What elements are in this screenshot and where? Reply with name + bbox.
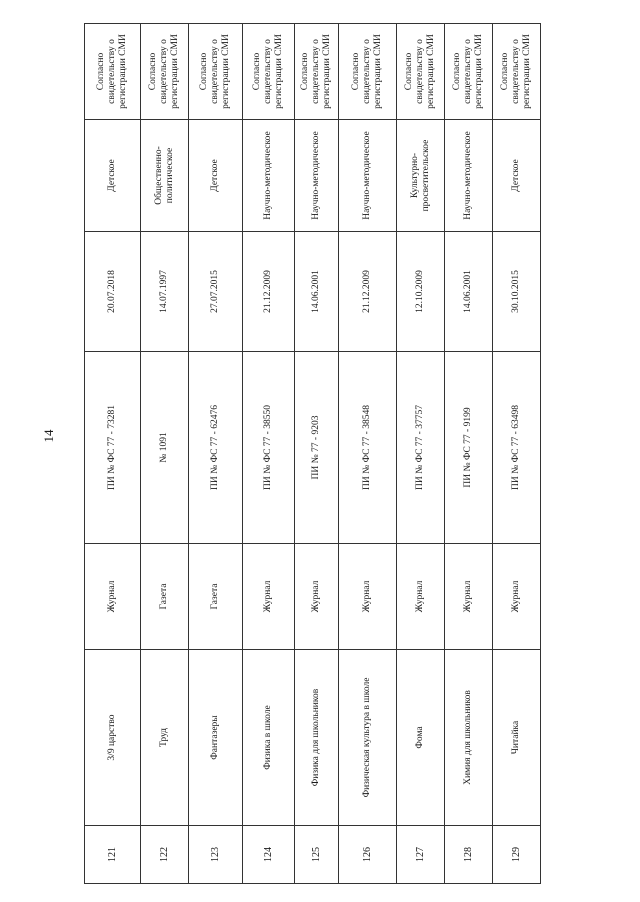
publication-title: Химия для школьников [445, 650, 493, 826]
publication-title: Физика для школьников [295, 650, 339, 826]
publication-title: Читайка [493, 650, 541, 826]
publication-type: Журнал [493, 544, 541, 650]
media-registry-table [84, 23, 541, 884]
row-number: 127 [397, 826, 445, 884]
registration-date: 27.07.2015 [189, 232, 243, 352]
row-number: 122 [141, 826, 189, 884]
publication-category: Детское [189, 120, 243, 232]
publication-type: Газета [189, 544, 243, 650]
publication-type: Журнал [295, 544, 339, 650]
registration-number: ПИ № ФС 77 - 62476 [189, 352, 243, 544]
row-number: 121 [85, 826, 141, 884]
registration-note: Согласно свидетельству о регистрации СМИ [141, 24, 189, 120]
publication-type: Журнал [243, 544, 295, 650]
row-number: 124 [243, 826, 295, 884]
registration-date: 14.06.2001 [295, 232, 339, 352]
registration-date: 21.12.2009 [339, 232, 397, 352]
page-number: 14 [41, 429, 56, 443]
publication-type: Журнал [445, 544, 493, 650]
table-row [493, 24, 541, 884]
registry-table-container [84, 24, 540, 884]
publication-title: Физика в школе [243, 650, 295, 826]
row-number: 123 [189, 826, 243, 884]
registration-note: Согласно свидетельству о регистрации СМИ [445, 24, 493, 120]
publication-category: Научно-методическое [445, 120, 493, 232]
publication-type: Журнал [397, 544, 445, 650]
publication-title: Фантазеры [189, 650, 243, 826]
registration-number: ПИ № 77 - 9203 [295, 352, 339, 544]
publication-category: Научно-методическое [295, 120, 339, 232]
registration-date: 14.06.2001 [445, 232, 493, 352]
publication-category: Научно-методическое [243, 120, 295, 232]
publication-category: Общественно-политическое [141, 120, 189, 232]
publication-title: 3/9 царство [85, 650, 141, 826]
publication-type: Журнал [339, 544, 397, 650]
publication-title: Труд [141, 650, 189, 826]
registration-note: Согласно свидетельству о регистрации СМИ [397, 24, 445, 120]
registration-date: 30.10.2015 [493, 232, 541, 352]
table-body [85, 24, 541, 884]
table-row [397, 24, 445, 884]
publication-type: Газета [141, 544, 189, 650]
registration-note: Согласно свидетельству о регистрации СМИ [295, 24, 339, 120]
table-row [85, 24, 141, 884]
table-row [189, 24, 243, 884]
registry-table-frame [84, 24, 540, 884]
row-number: 125 [295, 826, 339, 884]
registration-number: ПИ № ФС 77 - 9199 [445, 352, 493, 544]
publication-type: Журнал [85, 544, 141, 650]
row-number: 128 [445, 826, 493, 884]
row-number: 129 [493, 826, 541, 884]
table-row [141, 24, 189, 884]
registration-date: 21.12.2009 [243, 232, 295, 352]
registration-number: ПИ № ФС 77 - 73281 [85, 352, 141, 544]
table-row [243, 24, 295, 884]
registration-note: Согласно свидетельству о регистрации СМИ [493, 24, 541, 120]
registration-number: ПИ № ФС 77 - 38550 [243, 352, 295, 544]
registration-number: № 1091 [141, 352, 189, 544]
registration-date: 20.07.2018 [85, 232, 141, 352]
registration-date: 12.10.2009 [397, 232, 445, 352]
row-number: 126 [339, 826, 397, 884]
publication-category: Детское [85, 120, 141, 232]
publication-category: Научно-методическое [339, 120, 397, 232]
publication-title: Физическая культура в школе [339, 650, 397, 826]
registration-note: Согласно свидетельству о регистрации СМИ [243, 24, 295, 120]
registration-note: Согласно свидетельству о регистрации СМИ [339, 24, 397, 120]
registration-note: Согласно свидетельству о регистрации СМИ [189, 24, 243, 120]
publication-category: Культурно-просветительское [397, 120, 445, 232]
publication-title: Фома [397, 650, 445, 826]
registration-date: 14.07.1997 [141, 232, 189, 352]
registration-number: ПИ № ФС 77 - 38548 [339, 352, 397, 544]
publication-category: Детское [493, 120, 541, 232]
table-row [339, 24, 397, 884]
registration-number: ПИ № ФС 77 - 63498 [493, 352, 541, 544]
table-row [295, 24, 339, 884]
registration-note: Согласно свидетельству о регистрации СМИ [85, 24, 141, 120]
table-row [445, 24, 493, 884]
registration-number: ПИ № ФС 77 - 37757 [397, 352, 445, 544]
